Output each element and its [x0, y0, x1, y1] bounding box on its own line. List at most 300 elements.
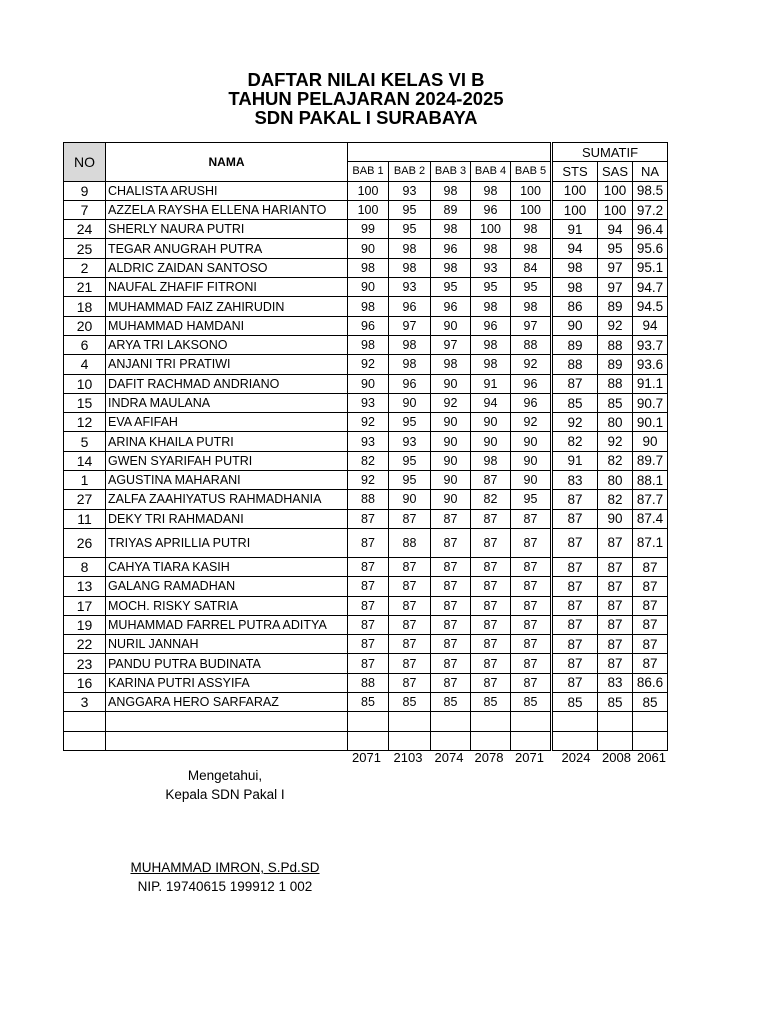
bab-score: 90 [511, 471, 552, 490]
principal-name: MUHAMMAD IMRON, S.Pd.SD [130, 860, 320, 875]
sts-score: 90 [552, 316, 598, 335]
bab-score: 95 [389, 220, 431, 239]
column-total: 2074 [434, 750, 464, 765]
student-no: 6 [64, 335, 106, 354]
bab-score: 87 [389, 596, 431, 615]
student-name: INDRA MAULANA [106, 393, 348, 412]
na-score: 89.7 [633, 451, 668, 470]
bab-score: 100 [511, 181, 552, 200]
na-score: 87 [633, 654, 668, 673]
bab-score: 87 [348, 557, 389, 576]
bab-score: 99 [348, 220, 389, 239]
bab-score: 98 [471, 355, 511, 374]
column-total: 2103 [393, 750, 423, 765]
bab-score: 82 [471, 490, 511, 509]
student-no: 15 [64, 393, 106, 412]
bab-score: 85 [431, 693, 471, 712]
empty-cell [348, 731, 389, 750]
header-bab-1: BAB 1 [348, 162, 389, 181]
column-total: 2071 [352, 750, 381, 765]
empty-cell [511, 731, 552, 750]
bab-score: 95 [389, 451, 431, 470]
student-name: ZALFA ZAAHIYATUS RAHMADHANIA [106, 490, 348, 509]
bab-score: 90 [431, 432, 471, 451]
table-row [64, 239, 668, 258]
sts-score: 87 [552, 557, 598, 576]
bab-score: 96 [348, 316, 389, 335]
sts-score: 87 [552, 509, 598, 528]
empty-cell [431, 712, 471, 731]
bab-score: 87 [511, 635, 552, 654]
header-bab-group [348, 143, 552, 162]
student-name: ALDRIC ZAIDAN SANTOSO [106, 258, 348, 277]
student-name: ARINA KHAILA PUTRI [106, 432, 348, 451]
principal-nip: NIP. 19740615 199912 1 002 [137, 879, 313, 894]
empty-cell [389, 712, 431, 731]
sas-score: 87 [598, 577, 633, 596]
sts-score: 83 [552, 471, 598, 490]
table-row [64, 528, 668, 557]
student-name: CAHYA TIARA KASIH [106, 557, 348, 576]
na-score: 91.1 [633, 374, 668, 393]
bab-score: 98 [511, 297, 552, 316]
empty-cell [471, 712, 511, 731]
bab-score: 87 [511, 557, 552, 576]
student-name: KARINA PUTRI ASSYIFA [106, 673, 348, 692]
student-no: 14 [64, 451, 106, 470]
empty-cell [552, 712, 598, 731]
bab-score: 98 [431, 181, 471, 200]
student-no: 25 [64, 239, 106, 258]
bab-score: 87 [471, 557, 511, 576]
sts-score: 87 [552, 654, 598, 673]
sts-score: 89 [552, 335, 598, 354]
na-score: 87.1 [633, 528, 668, 557]
sts-score: 91 [552, 451, 598, 470]
bab-score: 95 [389, 471, 431, 490]
bab-score: 87 [389, 509, 431, 528]
student-no: 23 [64, 654, 106, 673]
bab-score: 87 [348, 596, 389, 615]
bab-score: 98 [471, 239, 511, 258]
sas-score: 97 [598, 258, 633, 277]
sts-score: 87 [552, 596, 598, 615]
bab-score: 94 [471, 393, 511, 412]
sas-score: 95 [598, 239, 633, 258]
na-score: 94 [633, 316, 668, 335]
sas-score: 87 [598, 528, 633, 557]
bab-score: 98 [471, 297, 511, 316]
student-no: 8 [64, 557, 106, 576]
bab-score: 87 [471, 577, 511, 596]
student-no: 12 [64, 413, 106, 432]
bab-score: 88 [389, 528, 431, 557]
bab-score: 85 [389, 693, 431, 712]
bab-score: 90 [511, 432, 552, 451]
sas-score: 85 [598, 393, 633, 412]
student-no: 5 [64, 432, 106, 451]
sts-score: 85 [552, 393, 598, 412]
student-name: AZZELA RAYSHA ELLENA HARIANTO [106, 200, 348, 219]
bab-score: 90 [431, 316, 471, 335]
table-row [64, 278, 668, 297]
na-score: 85 [633, 693, 668, 712]
student-no: 3 [64, 693, 106, 712]
na-score: 87 [633, 577, 668, 596]
na-score: 95.1 [633, 258, 668, 277]
sas-score: 82 [598, 451, 633, 470]
sas-score: 87 [598, 596, 633, 615]
bab-score: 85 [348, 693, 389, 712]
empty-cell [511, 712, 552, 731]
table-row [64, 596, 668, 615]
bab-score: 90 [348, 374, 389, 393]
student-no: 7 [64, 200, 106, 219]
bab-score: 95 [431, 278, 471, 297]
sas-score: 87 [598, 654, 633, 673]
sas-score: 94 [598, 220, 633, 239]
student-no: 11 [64, 509, 106, 528]
header-nama: NAMA [106, 143, 348, 182]
table-row [64, 258, 668, 277]
bab-score: 87 [431, 654, 471, 673]
bab-score: 87 [511, 509, 552, 528]
bab-score: 87 [348, 528, 389, 557]
sas-score: 87 [598, 635, 633, 654]
na-score: 87 [633, 615, 668, 634]
bab-score: 90 [471, 432, 511, 451]
sts-score: 100 [552, 181, 598, 200]
sas-score: 100 [598, 181, 633, 200]
bab-score: 87 [471, 596, 511, 615]
student-no: 20 [64, 316, 106, 335]
bab-score: 87 [471, 673, 511, 692]
sts-score: 88 [552, 355, 598, 374]
student-name: MUHAMMAD FARREL PUTRA ADITYA [106, 615, 348, 634]
bab-score: 87 [511, 577, 552, 596]
bab-score: 87 [511, 673, 552, 692]
table-row [64, 335, 668, 354]
table-row [64, 413, 668, 432]
bab-score: 87 [431, 615, 471, 634]
bab-score: 98 [389, 335, 431, 354]
bab-score: 92 [348, 471, 389, 490]
header-sts: STS [552, 162, 598, 181]
bab-score: 98 [431, 355, 471, 374]
table-row [64, 297, 668, 316]
student-no: 24 [64, 220, 106, 239]
bab-score: 95 [471, 278, 511, 297]
empty-cell [471, 731, 511, 750]
document-subtitle-year: TAHUN PELAJARAN 2024-2025 [228, 88, 504, 109]
sas-score: 88 [598, 374, 633, 393]
sts-score: 86 [552, 297, 598, 316]
sts-score: 98 [552, 258, 598, 277]
student-name: TEGAR ANUGRAH PUTRA [106, 239, 348, 258]
sts-score: 94 [552, 239, 598, 258]
student-no: 18 [64, 297, 106, 316]
student-name: DEKY TRI RAHMADANI [106, 509, 348, 528]
bab-score: 87 [511, 596, 552, 615]
sas-score: 92 [598, 432, 633, 451]
bab-score: 100 [348, 200, 389, 219]
grades-body [64, 181, 668, 750]
student-name: NURIL JANNAH [106, 635, 348, 654]
empty-cell [633, 731, 668, 750]
student-no: 16 [64, 673, 106, 692]
student-no: 10 [64, 374, 106, 393]
empty-cell [348, 712, 389, 731]
bab-score: 98 [471, 335, 511, 354]
student-name: SHERLY NAURA PUTRI [106, 220, 348, 239]
sts-score: 87 [552, 490, 598, 509]
bab-score: 93 [389, 181, 431, 200]
header-bab-5: BAB 5 [511, 162, 552, 181]
sts-score: 92 [552, 413, 598, 432]
student-no: 9 [64, 181, 106, 200]
bab-score: 90 [431, 471, 471, 490]
table-row [64, 393, 668, 412]
sas-score: 88 [598, 335, 633, 354]
bab-score: 87 [431, 673, 471, 692]
bab-score: 87 [389, 635, 431, 654]
bab-score: 87 [471, 528, 511, 557]
empty-cell [64, 712, 106, 731]
sas-score: 87 [598, 557, 633, 576]
bab-score: 96 [431, 239, 471, 258]
bab-score: 93 [389, 432, 431, 451]
bab-score: 98 [431, 220, 471, 239]
bab-score: 87 [348, 635, 389, 654]
na-score: 98.5 [633, 181, 668, 200]
na-score: 97.2 [633, 200, 668, 219]
na-score: 96.4 [633, 220, 668, 239]
bab-score: 98 [389, 239, 431, 258]
bab-score: 88 [511, 335, 552, 354]
empty-cell [106, 731, 348, 750]
bab-score: 98 [471, 181, 511, 200]
bab-score: 87 [348, 615, 389, 634]
bab-score: 95 [389, 413, 431, 432]
sts-score: 100 [552, 200, 598, 219]
bab-score: 96 [431, 297, 471, 316]
bab-score: 87 [431, 557, 471, 576]
student-no: 27 [64, 490, 106, 509]
bab-score: 90 [431, 451, 471, 470]
column-total: 2008 [602, 750, 631, 765]
sas-score: 97 [598, 278, 633, 297]
table-row [64, 181, 668, 200]
bab-score: 96 [511, 374, 552, 393]
empty-cell [389, 731, 431, 750]
table-row [64, 451, 668, 470]
na-score: 90.7 [633, 393, 668, 412]
sts-score: 87 [552, 635, 598, 654]
sts-score: 87 [552, 577, 598, 596]
empty-cell [633, 712, 668, 731]
bab-score: 98 [511, 239, 552, 258]
bab-score: 93 [471, 258, 511, 277]
table-row [64, 635, 668, 654]
na-score: 90.1 [633, 413, 668, 432]
bab-score: 90 [348, 278, 389, 297]
bab-score: 97 [389, 316, 431, 335]
table-row [64, 693, 668, 712]
column-total: 2071 [515, 750, 544, 765]
bab-score: 89 [431, 200, 471, 219]
column-total: 2024 [561, 750, 591, 765]
student-name: MOCH. RISKY SATRIA [106, 596, 348, 615]
table-row [64, 615, 668, 634]
bab-score: 92 [511, 413, 552, 432]
student-no: 2 [64, 258, 106, 277]
sas-score: 100 [598, 200, 633, 219]
student-name: NAUFAL ZHAFIF FITRONI [106, 278, 348, 297]
student-no: 22 [64, 635, 106, 654]
na-score: 87 [633, 596, 668, 615]
bab-score: 100 [348, 181, 389, 200]
student-name: PANDU PUTRA BUDINATA [106, 654, 348, 673]
bab-score: 87 [511, 528, 552, 557]
na-score: 93.6 [633, 355, 668, 374]
bab-score: 85 [471, 693, 511, 712]
bab-score: 87 [471, 635, 511, 654]
table-row [64, 200, 668, 219]
bab-score: 93 [389, 278, 431, 297]
principal-position: Kepala SDN Pakal I [165, 787, 285, 802]
header-bab-2: BAB 2 [389, 162, 431, 181]
bab-score: 87 [389, 615, 431, 634]
header-no: NO [64, 143, 106, 182]
sas-score: 87 [598, 615, 633, 634]
bab-score: 100 [511, 200, 552, 219]
sas-score: 82 [598, 490, 633, 509]
empty-row [64, 731, 668, 750]
bab-score: 90 [389, 490, 431, 509]
student-no: 13 [64, 577, 106, 596]
sas-score: 89 [598, 297, 633, 316]
acknowledged-label: Mengetahui, [187, 768, 263, 783]
column-total: 2078 [474, 750, 504, 765]
bab-score: 90 [471, 413, 511, 432]
sts-score: 91 [552, 220, 598, 239]
bab-score: 87 [471, 654, 511, 673]
sas-score: 89 [598, 355, 633, 374]
sts-score: 87 [552, 615, 598, 634]
header-sas: SAS [598, 162, 633, 181]
bab-score: 85 [511, 693, 552, 712]
bab-score: 87 [389, 673, 431, 692]
na-score: 87 [633, 635, 668, 654]
bab-score: 93 [348, 393, 389, 412]
bab-score: 87 [511, 654, 552, 673]
bab-score: 96 [471, 200, 511, 219]
student-name: MUHAMMAD FAIZ ZAHIRUDIN [106, 297, 348, 316]
bab-score: 96 [471, 316, 511, 335]
student-no: 17 [64, 596, 106, 615]
bab-score: 87 [471, 471, 511, 490]
student-no: 1 [64, 471, 106, 490]
na-score: 87.4 [633, 509, 668, 528]
sts-score: 82 [552, 432, 598, 451]
bab-score: 95 [389, 200, 431, 219]
sts-score: 85 [552, 693, 598, 712]
column-total: 2061 [637, 750, 666, 765]
header-bab-3: BAB 3 [431, 162, 471, 181]
bab-score: 87 [431, 509, 471, 528]
sts-score: 87 [552, 673, 598, 692]
bab-score: 87 [471, 615, 511, 634]
bab-score: 90 [511, 451, 552, 470]
table-row [64, 374, 668, 393]
bab-score: 88 [348, 490, 389, 509]
table-row [64, 220, 668, 239]
bab-score: 90 [389, 393, 431, 412]
grades-table [63, 142, 668, 751]
bab-score: 96 [389, 297, 431, 316]
empty-cell [106, 712, 348, 731]
student-name: ANGGARA HERO SARFARAZ [106, 693, 348, 712]
bab-score: 87 [348, 577, 389, 596]
sas-score: 85 [598, 693, 633, 712]
bab-score: 92 [511, 355, 552, 374]
sas-score: 83 [598, 673, 633, 692]
na-score: 90 [633, 432, 668, 451]
table-row [64, 654, 668, 673]
bab-score: 90 [348, 239, 389, 258]
bab-score: 95 [511, 278, 552, 297]
na-score: 95.6 [633, 239, 668, 258]
student-name: MUHAMMAD HAMDANI [106, 316, 348, 335]
bab-score: 98 [431, 258, 471, 277]
bab-score: 92 [348, 413, 389, 432]
table-row [64, 432, 668, 451]
sas-score: 92 [598, 316, 633, 335]
bab-score: 92 [348, 355, 389, 374]
bab-score: 87 [431, 596, 471, 615]
student-name: CHALISTA ARUSHI [106, 181, 348, 200]
student-name: DAFIT RACHMAD ANDRIANO [106, 374, 348, 393]
bab-score: 87 [431, 577, 471, 596]
sts-score: 98 [552, 278, 598, 297]
sts-score: 87 [552, 374, 598, 393]
bab-score: 100 [471, 220, 511, 239]
table-row [64, 471, 668, 490]
bab-score: 96 [389, 374, 431, 393]
bab-score: 87 [471, 509, 511, 528]
na-score: 88.1 [633, 471, 668, 490]
bab-score: 93 [348, 432, 389, 451]
document-title: DAFTAR NILAI KELAS VI B [247, 69, 485, 90]
na-score: 86.6 [633, 673, 668, 692]
empty-cell [431, 731, 471, 750]
bab-score: 98 [389, 355, 431, 374]
empty-cell [552, 731, 598, 750]
na-score: 94.7 [633, 278, 668, 297]
student-name: AGUSTINA MAHARANI [106, 471, 348, 490]
empty-cell [64, 731, 106, 750]
bab-score: 84 [511, 258, 552, 277]
table-row [64, 316, 668, 335]
student-no: 19 [64, 615, 106, 634]
bab-score: 87 [511, 615, 552, 634]
na-score: 87.7 [633, 490, 668, 509]
bab-score: 82 [348, 451, 389, 470]
sas-score: 80 [598, 413, 633, 432]
bab-score: 90 [431, 413, 471, 432]
bab-score: 88 [348, 673, 389, 692]
bab-score: 98 [348, 297, 389, 316]
